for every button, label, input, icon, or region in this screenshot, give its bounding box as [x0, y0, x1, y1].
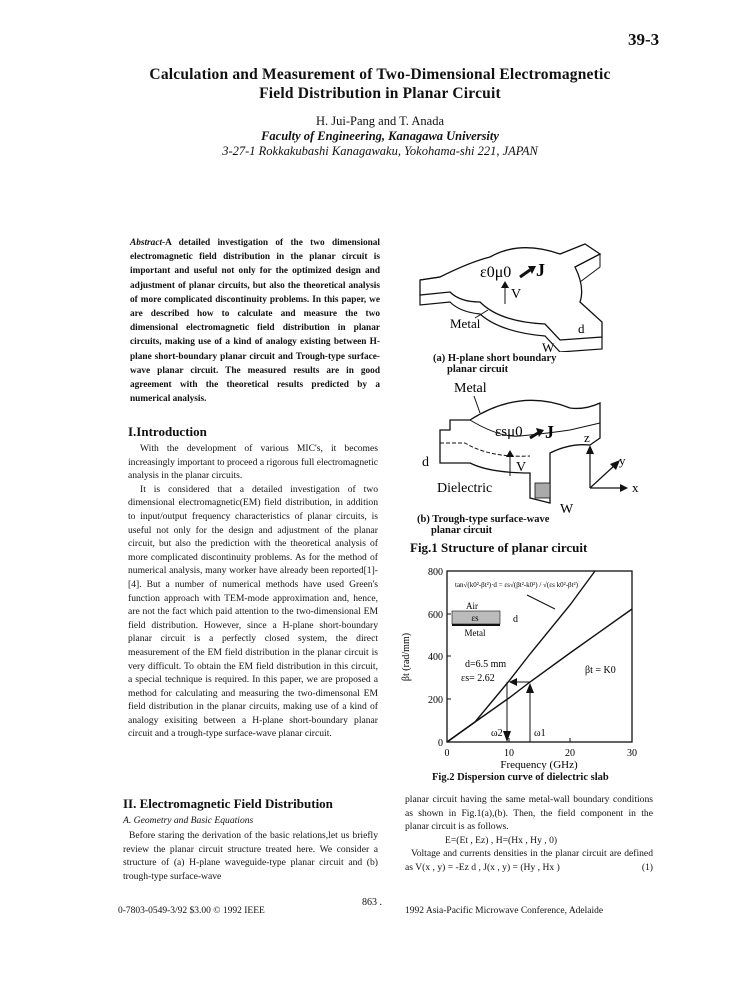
figure-2-caption: Fig.2 Dispersion curve of dielectric slab	[432, 772, 609, 783]
figure-1b-diagram	[410, 378, 650, 528]
current-label-b: J	[545, 422, 554, 442]
svg-text:Metal: Metal	[464, 628, 486, 638]
svg-text:Air: Air	[466, 601, 478, 611]
permittivity-param: εs= 2.62	[461, 673, 495, 684]
intro-paragraph-2: It is considered that a detailed investigation of two dimensional electromagnetic(EM) field distribution, in addition to input/output frequency characteristics of planar circuits, is useful not only for the design and adjustment of the planar circuit, but also the prediction with the theoretical analysis of more complicated discontinuity problems. As for the method of numerical analysis, many worker have already been reported[1]-[4]. But a number of numerical methods have used Green's function approach with TEM-mode approximation and, hence, are not the fact which paid attention to the two-dimensional EM field distribution. However, since a H-plane short-boundary planar circuit is a perfectly closed system, the direct measurement of the EM field distribution in the planar circuit is very difficult. To obtain the EM field distribution in this circuit, a special technique is required. In this paper, we are proposed a method for calculating and measuring the two-dimensonal EM field distribution in the planar circuits, making use of a kind of analogy exisiting between a H-plane short-boundary planar circuit and a trough-type surface-wave planar circuit.	[128, 483, 378, 740]
metal-label: Metal	[450, 316, 481, 331]
svg-text:400: 400	[428, 652, 443, 663]
epsilon0-mu0-label: ε0μ0	[480, 264, 512, 281]
figure-1a-caption: (a) H-plane short boundary planar circuit	[433, 353, 557, 375]
omega2-arrow-icon	[503, 731, 511, 742]
dispersion-curve	[447, 571, 595, 742]
continuation-paragraph: planar circuit having the same metal-wall boundary conditions as shown in Fig.1(a),(b). Then, the field component in the planar circuit is as follows.	[405, 794, 653, 833]
abstract-label: Abstract	[130, 238, 163, 248]
svg-text:0: 0	[438, 738, 443, 749]
svg-text:200: 200	[428, 695, 443, 706]
author-block	[100, 114, 660, 159]
svg-text:z: z	[584, 430, 590, 445]
voltage-label-b: V	[516, 460, 527, 475]
svg-text:20: 20	[565, 748, 575, 759]
paper-number: 39-3	[628, 30, 660, 49]
thickness-param: d=6.5 mm	[465, 659, 507, 670]
affiliation: Faculty of Engineering, Kanagawa University	[261, 129, 499, 143]
authors: H. Jui-Pang and T. Anada	[316, 114, 444, 128]
intro-paragraph-1: With the development of various MIC's, it becomes increasingly important to proceed a rigorous full electromagnetic analysis in the planar circuits.	[128, 443, 378, 482]
introduction-heading: I.Introduction	[128, 424, 207, 439]
title-line-2: Field Distribution in Planar Circuit	[259, 85, 501, 102]
copyright-notice: 0-7803-0549-3/92 $3.00 © 1992 IEEE	[118, 906, 265, 916]
introduction-body	[128, 442, 378, 741]
x-axis-label: Frequency (GHz)	[500, 759, 578, 770]
address: 3-27-1 Rokkakubashi Kanagawaku, Yokohama-shi 221, JAPAN	[222, 144, 538, 158]
section2-subheading: A. Geometry and Basic Equations	[123, 815, 254, 826]
current-label: J	[536, 260, 545, 280]
metal-label-b: Metal	[454, 381, 487, 396]
svg-text:0: 0	[444, 748, 450, 759]
plot-frame	[447, 571, 632, 742]
svg-text:εs: εs	[471, 613, 479, 623]
svg-text:y: y	[619, 453, 626, 468]
figure-1b-caption: (b) Trough-type surface-wave planar circuit	[417, 514, 550, 536]
figure-1-caption: Fig.1 Structure of planar circuit	[410, 540, 588, 555]
svg-text:800: 800	[428, 567, 443, 578]
abstract-text: -A detailed investigation of the two dimensional electromagnetic field distribution in the planar circuit is important and useful not only for the optimized design and adjustment of planar circuits, but also the theoretical analysis of more complicated discontinuity problems. In this paper, we are described how to calculate and measure the two dimensional electromagnetic field distribution in planar circuits, making use of a kind of analogy existing between H-plane short-boundary planar circuit and Trough-type surface-wave planar circuit. The measured results are in good agreement with the theoretical results predicted by a numerical analysis.	[130, 238, 380, 405]
svg-text:x: x	[632, 480, 639, 495]
light-line-label: βt = K0	[585, 665, 616, 676]
y-axis	[590, 465, 615, 488]
section2-continuation	[405, 793, 653, 875]
abstract	[130, 236, 380, 406]
y-axis-label: βt (rad/mm)	[401, 632, 412, 682]
voltage-current-definition: Voltage and currents densities in the planar circuit are defined as V(x , y) = -Ez d , J(x , y) = (Hy , Hx ) (1)	[405, 848, 653, 873]
title-line-1: Calculation and Measurement of Two-Dimensional Electromagnetic	[149, 66, 611, 83]
voltage-label: V	[511, 287, 522, 302]
figure-1a-diagram	[410, 232, 620, 352]
epsilon-s-mu0-label: εsμ0	[495, 424, 523, 440]
svg-text:d: d	[513, 614, 518, 625]
paper-title	[100, 65, 660, 103]
svg-text:10: 10	[504, 748, 514, 759]
equation-number: (1)	[641, 861, 653, 873]
height-label: d	[578, 321, 585, 336]
svg-text:600: 600	[428, 610, 443, 621]
section2-heading: II. Electromagnetic Field Distribution	[123, 796, 333, 811]
conference-name: 1992 Asia-Pacific Microwave Conference, Adelaide	[405, 906, 604, 916]
height-label-b: d	[422, 455, 429, 470]
page-number: 863 .	[362, 897, 382, 908]
figure-2-chart	[395, 560, 655, 770]
section2-body	[123, 829, 378, 883]
omega2-label: ω2	[491, 728, 503, 739]
width-label: W	[542, 340, 555, 352]
dielectric-label: Dielectric	[437, 481, 493, 496]
equation-fields: E=(Et , Ez) , H=(Hx , Hy , 0)	[445, 834, 558, 846]
width-label-b: W	[560, 502, 574, 517]
section2-paragraph: Before staring the derivation of the basic relations,let us briefly review the planar circuit structure treated here. We consider a structure of (a) H-plane waveguide-type planar circuit and (b) trough-type surface-wave	[123, 830, 378, 882]
omega1-label: ω1	[534, 728, 546, 739]
svg-text:30: 30	[627, 748, 637, 759]
equation-annotation: tan√(k0²-βt²)·d = εs√(βt²-k0²) / √(εs k0²-βt²)	[455, 581, 578, 589]
